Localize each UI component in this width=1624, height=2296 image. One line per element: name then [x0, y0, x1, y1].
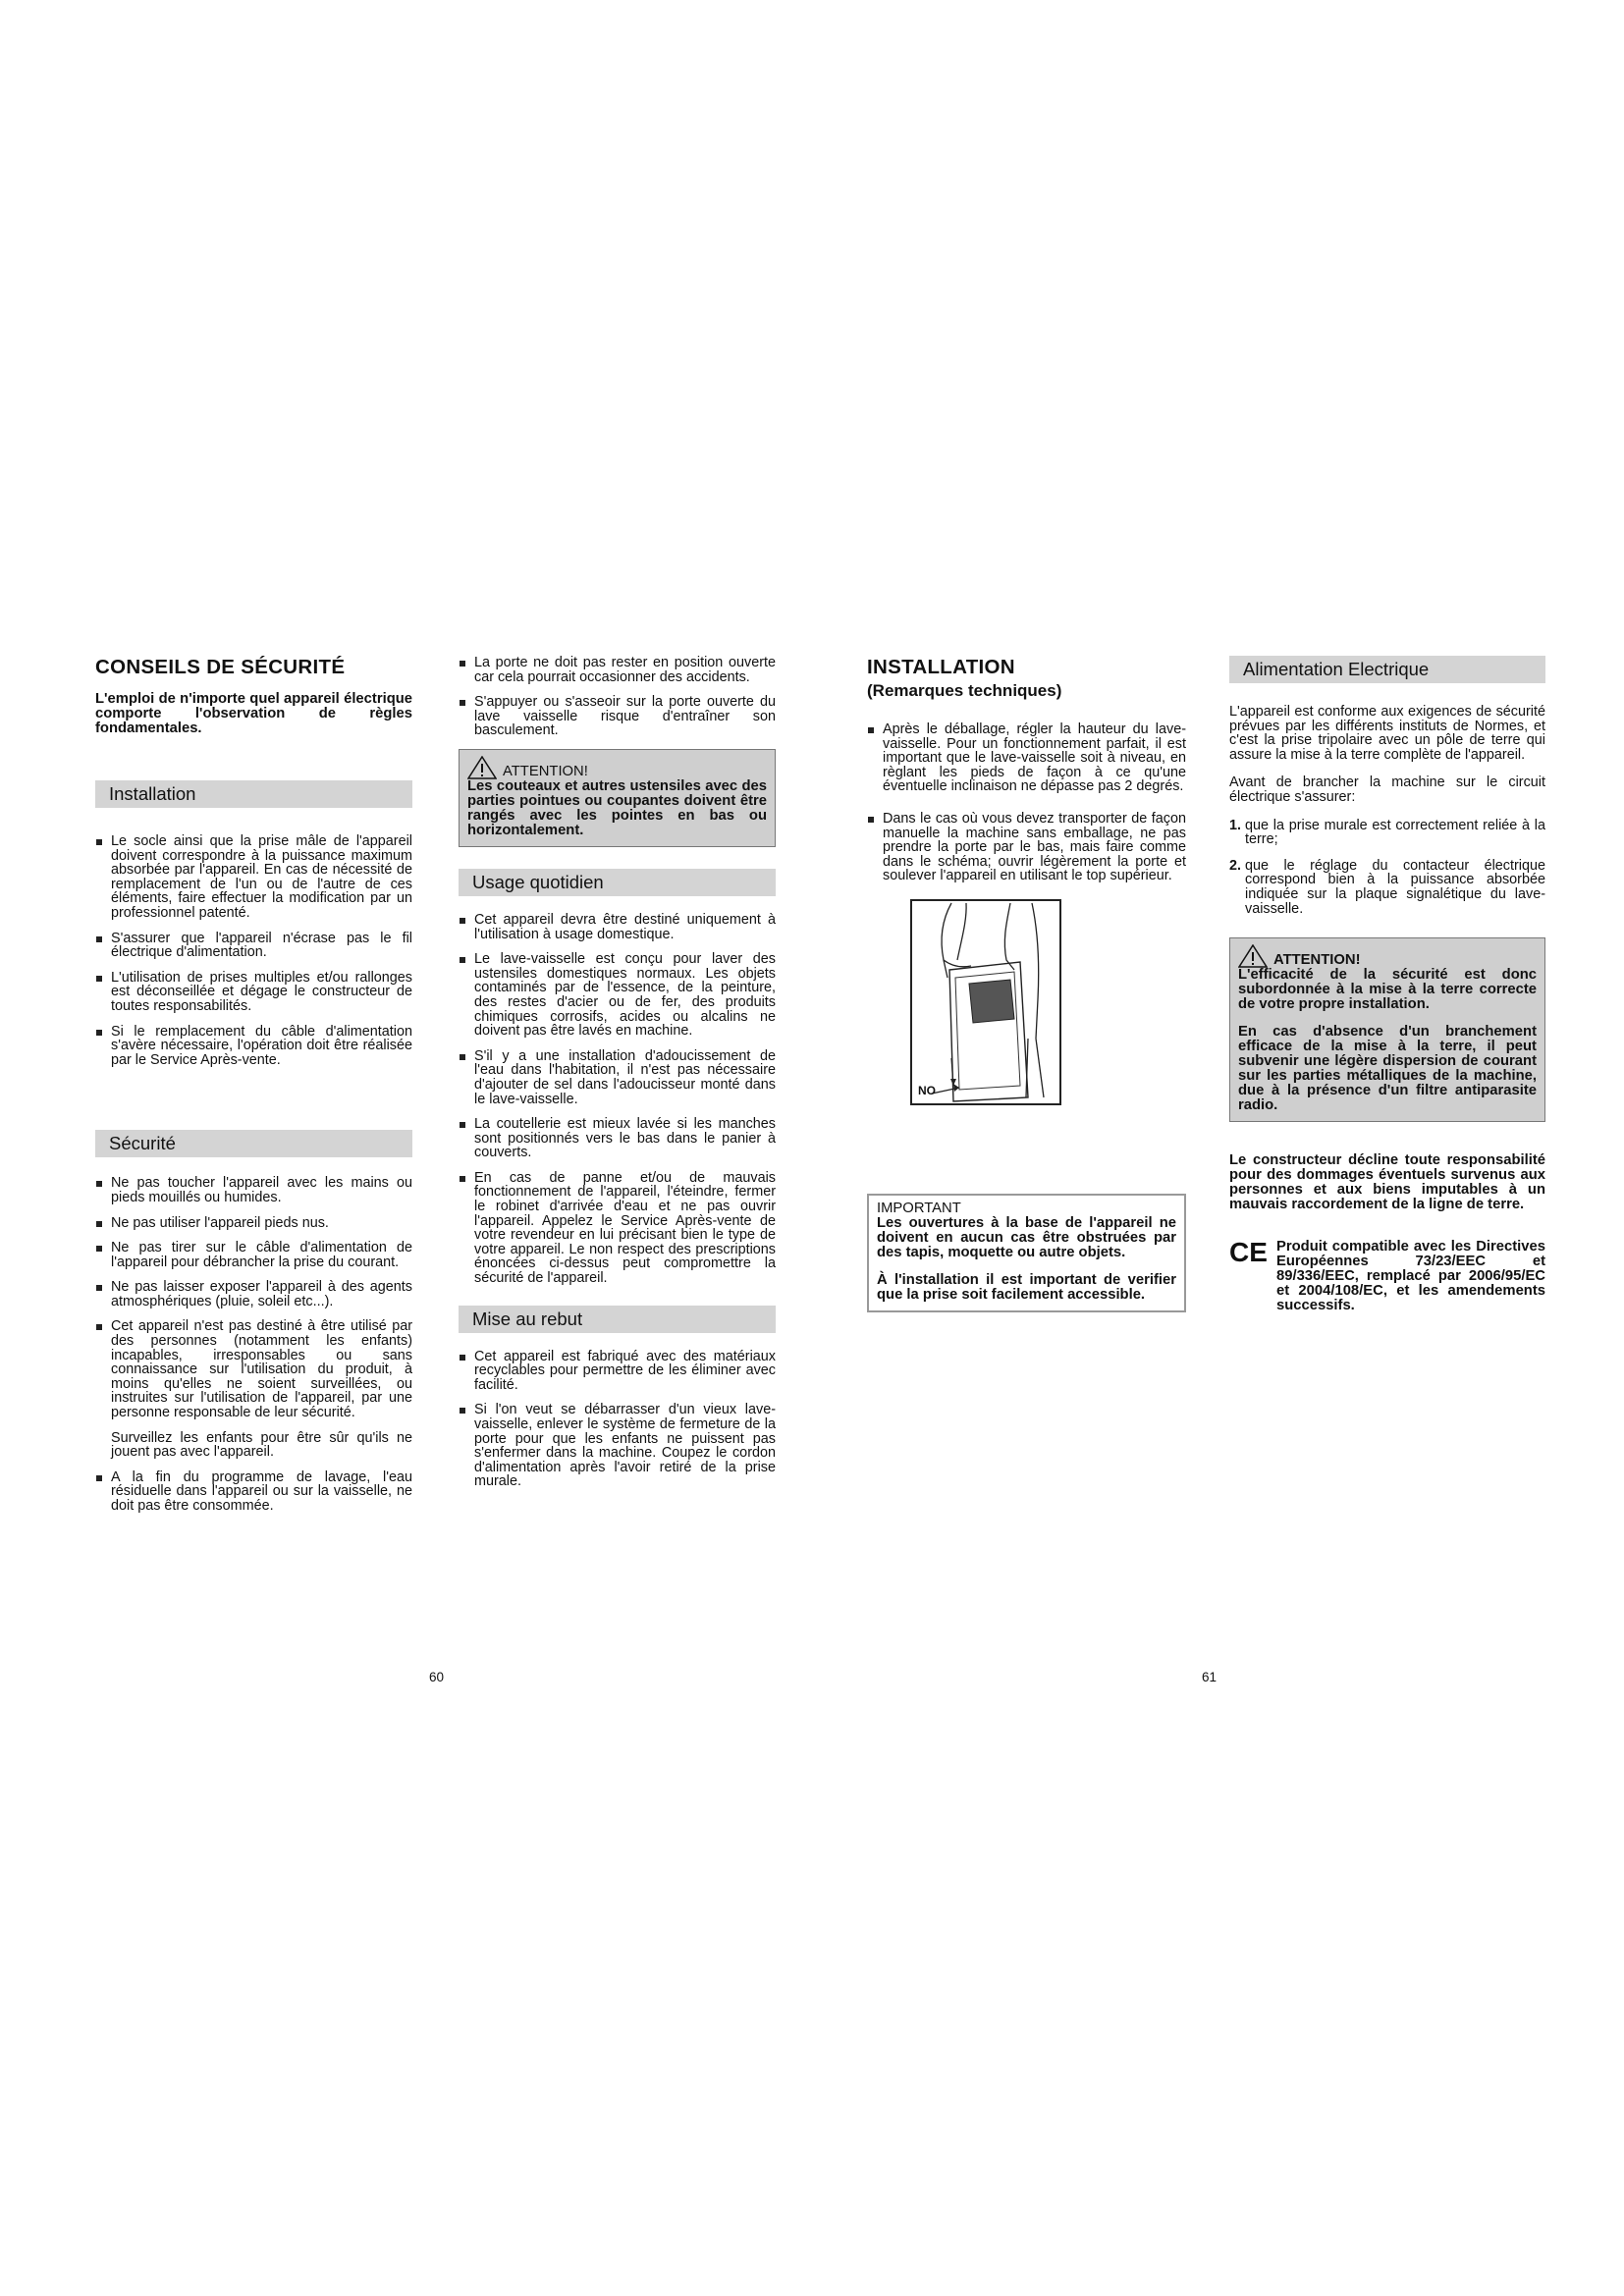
- warning-triangle-icon: [467, 756, 497, 779]
- installation-list: [95, 834, 412, 1067]
- rebut-list: [459, 1350, 776, 1489]
- list-item: En cas de panne et/ou de mauvais fonctionnement de l'appareil, l'éteindre, fermer le robinet d'arrivée d'eau et ne pas ouvrir l'appareil. Appelez le Service Après-vente de votre revendeur en lui précisant bien le type de votre appareil. Le non respect des prescriptions énoncées ci-dessus peut compromettre la sécurité de l'appareil.: [459, 1171, 776, 1286]
- important-label: IMPORTANT: [877, 1200, 961, 1216]
- list-item: Après le déballage, régler la hauteur du lave-vaisselle. Pour un fonctionnement parfait, il est important que le lave-vaisselle soit à niveau, en règlant les pieds de façon à ce qu'une éventuelle inclinaison ne dépasse pas 2 degrés.: [867, 722, 1186, 794]
- list-item: Ne pas tirer sur le câble d'alimentation de l'appareil pour débrancher la prise du courant.: [95, 1241, 412, 1269]
- securite-note: Surveillez les enfants pour être sûr qu'ils ne jouent pas avec l'appareil.: [111, 1429, 412, 1461]
- list-item: La porte ne doit pas rester en position ouverte car cela pourrait occasionner des accidents.: [459, 656, 776, 684]
- list-item: S'assurer que l'appareil n'écrase pas le fil électrique d'alimentation.: [95, 932, 412, 960]
- attention-box-knives: [459, 749, 776, 847]
- securite-list-end: [95, 1470, 412, 1514]
- usage-list: [459, 913, 776, 1286]
- securite-list: [95, 1176, 412, 1419]
- attention-text-2: En cas d'absence d'un branchement efficace de la mise à la terre, il peut subvenir une légère dispersion de courant sur les parties métalliques de la machine, due à la présence d'un filtre antiparasite radio.: [1238, 1024, 1537, 1114]
- alimentation-para-2: Avant de brancher la machine sur le circuit électrique s'assurer:: [1229, 774, 1545, 805]
- list-item: Dans le cas où vous devez transporter de façon manuelle la machine sans emballage, ne pas prendre la porte par le bas, mais faire comme dans le schéma; ouvrir légèrement la porte et soulever l'appareil en utilisant le top supérieur.: [867, 812, 1186, 883]
- list-item: Si l'on veut se débarrasser d'un vieux lave-vaisselle, enlever le système de fermeture de la porte pour que les enfants ne puissent pas s'enfermer dans la machine. Coupez le cordon d'alimentation après l'avoir retiré de la prise murale.: [459, 1403, 776, 1489]
- list-item: S'appuyer ou s'asseoir sur la porte ouverte du lave vaisselle risque d'entraîner son basculement.: [459, 695, 776, 738]
- list-item: 1. que la prise murale est correctement reliée à la terre;: [1229, 817, 1545, 848]
- disclaimer-text: Le constructeur décline toute responsabilité pour des dommages éventuels survenus aux personnes et aux biens imputables à un mauvais raccordement de la ligne de terre.: [1229, 1152, 1545, 1213]
- list-item: S'il y a une installation d'adoucissement de l'eau dans l'habitation, il n'est pas nécessaire d'ajouter de sel dans l'adoucisseur monté dans le lave-vaisselle.: [459, 1049, 776, 1106]
- list-item: A la fin du programme de lavage, l'eau résiduelle dans l'appareil ou sur la vaisselle, ne doit pas être consommée.: [95, 1470, 412, 1514]
- list-item: Ne pas laisser exposer l'appareil à des agents atmosphériques (pluie, soleil etc...).: [95, 1280, 412, 1308]
- list-item: Cet appareil est fabriqué avec des matériaux recyclables pour permettre de les éliminer avec facilité.: [459, 1350, 776, 1393]
- list-item: Si le remplacement du câble d'alimentation s'avère nécessaire, l'opération doit être réalisée par le Service Après-vente.: [95, 1025, 412, 1068]
- dishwasher-lifting-drawing: [912, 901, 1059, 1103]
- column-2: [459, 656, 776, 1500]
- list-item: Ne pas utiliser l'appareil pieds nus.: [95, 1216, 412, 1231]
- list-item: Ne pas toucher l'appareil avec les mains ou pieds mouillés ou humides.: [95, 1176, 412, 1204]
- ce-compliance: [1229, 1237, 1545, 1314]
- important-text-1: Les ouvertures à la base de l'appareil ne doivent en aucun cas être obstruées par des tapis, moquette ou autre objets.: [877, 1214, 1176, 1260]
- important-text-2: À l'installation il est important de verifier que la prise soit facilement accessible.: [877, 1271, 1176, 1303]
- list-item: Le socle ainsi que la prise mâle de l'appareil doivent correspondre à la puissance maximum absorbée par l'appareil. En cas de nécessité de remplacement de l'un ou de l'autre de ces éléments, faire effectuer la modification par un professionnel patenté.: [95, 834, 412, 921]
- section-heading-usage: Usage quotidien: [459, 869, 776, 896]
- attention-label: ATTENTION!: [1273, 952, 1361, 969]
- section-heading-securite: Sécurité: [95, 1130, 412, 1157]
- installation-title: INSTALLATION: [867, 656, 1015, 678]
- attention-text: Les couteaux et autres ustensiles avec des parties pointues ou coupantes doivent être rangés avec les pointes en bas ou horizontalement.: [467, 777, 767, 838]
- list-item: La coutellerie est mieux lavée si les manches sont positionnés vers le bas dans le panier à couverts.: [459, 1117, 776, 1160]
- page-number-right: 61: [1202, 1670, 1218, 1684]
- page-title: CONSEILS DE SÉCURITÉ: [95, 656, 346, 678]
- ce-text: Produit compatible avec les Directives Européennes 73/23/EEC et 89/336/EEC, remplacé par 2006/95/EC et 2004/108/EC, et les amendements successifs.: [1276, 1239, 1545, 1314]
- figure-no-label: NO: [918, 1083, 936, 1097]
- intro-text: L'emploi de n'importe quel appareil électrique comporte l'observation de règles fondamentales.: [95, 691, 412, 736]
- ce-mark-icon: CE: [1229, 1237, 1268, 1268]
- alimentation-list: [1229, 819, 1545, 917]
- attention-box-earth: [1229, 937, 1545, 1122]
- installation-tech-list: [867, 722, 1186, 883]
- section-heading-rebut: Mise au rebut: [459, 1306, 776, 1333]
- alimentation-para-1: L'appareil est conforme aux exigences de sécurité prévues par les différents instituts de Normes, et c'est la prise tripolaire avec un pôle de terre qui assure la mise à la terre complète de l'appareil.: [1229, 704, 1545, 763]
- section-heading-installation: Installation: [95, 780, 412, 808]
- attention-label: ATTENTION!: [503, 763, 588, 779]
- column-1: [95, 656, 412, 1524]
- section-heading-alimentation: Alimentation Electrique: [1229, 656, 1545, 683]
- attention-text-1: L'efficacité de la sécurité est donc subordonnée à la mise à la terre correcte de votre propre installation.: [1238, 967, 1537, 1013]
- list-item: Le lave-vaisselle est conçu pour laver des ustensiles domestiques normaux. Les objets contaminés par de l'essence, de la peinture, des restes d'acier ou de fer, des produits chimiques corrosifs, acides ou alcalins ne doivent pas être lavés en machine.: [459, 952, 776, 1039]
- important-box: [867, 1194, 1186, 1312]
- column-4: [1229, 656, 1545, 1313]
- installation-subtitle: (Remarques techniques): [867, 681, 1062, 700]
- door-warning-list: [459, 656, 776, 738]
- list-item: Cet appareil n'est pas destiné à être utilisé par des personnes (notamment les enfants) incapables, irresponsables ou sans connaissance sur l'utilisation du produit, à moins qu'elles ne soient surveillées, ou instruites sur l'utilisation de l'appareil, par une personne responsable de leur sécurité.: [95, 1319, 412, 1419]
- page-number-left: 60: [429, 1670, 445, 1684]
- column-3: [867, 656, 1186, 1312]
- list-item: 2. que le réglage du contacteur électrique correspond bien à la puissance absorbée indiquée sur la plaque signalétique du lave-vaisselle.: [1229, 857, 1545, 917]
- warning-triangle-icon: [1238, 944, 1268, 968]
- lifting-illustration: [910, 899, 1061, 1105]
- list-item: Cet appareil devra être destiné uniquement à l'utilisation à usage domestique.: [459, 913, 776, 941]
- list-item: L'utilisation de prises multiples et/ou rallonges est déconseillée et dégage le constructeur de toutes responsabilités.: [95, 971, 412, 1014]
